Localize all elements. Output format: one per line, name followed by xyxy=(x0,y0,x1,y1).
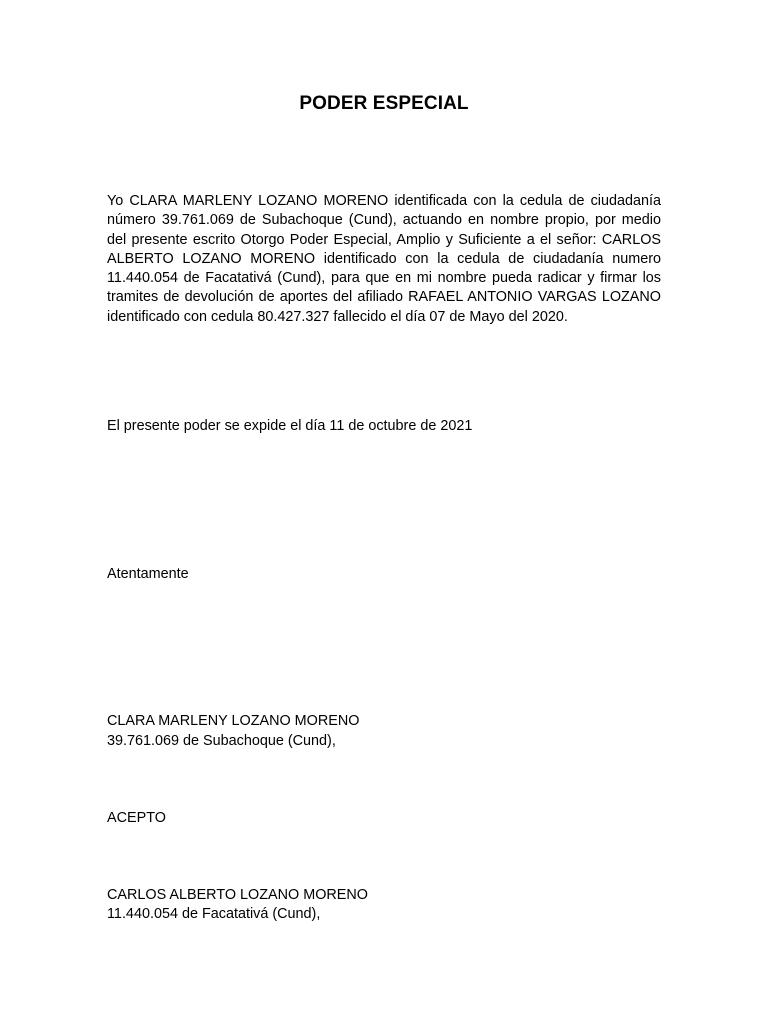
acceptance-label: ACEPTO xyxy=(107,810,166,826)
attorney-name: CARLOS ALBERTO LOZANO MORENO xyxy=(107,887,368,903)
document-title: PODER ESPECIAL xyxy=(299,93,469,114)
power-of-attorney-body: Yo CLARA MARLENY LOZANO MORENO identificada con la cedula de ciudadanía número 39.761.069 de Subachoque (Cund), actuando en nombre propio, por medio del presente escrito Otorgo Poder Especial, Amplio y Suficiente a el señor: CARLOS ALBERTO LOZANO MORENO identificado con la cedula de ciudadanía numero 11.440.054 de Facatativá (Cund), para que en mi nombre pueda radicar y firmar los tramites de devolución de aportes del afiliado RAFAEL ANTONIO VARGAS LOZANO identificado con cedula 80.427.327 fallecido el día 07 de Mayo del 2020. xyxy=(107,193,661,325)
grantor-id-line: 39.761.069 de Subachoque (Cund), xyxy=(107,733,336,749)
attorney-id-line: 11.440.054 de Facatativá (Cund), xyxy=(107,906,321,922)
issue-date-statement: El presente poder se expide el día 11 de octubre de 2021 xyxy=(107,418,473,434)
closing-salutation: Atentamente xyxy=(107,566,189,582)
grantor-name: CLARA MARLENY LOZANO MORENO xyxy=(107,713,360,729)
